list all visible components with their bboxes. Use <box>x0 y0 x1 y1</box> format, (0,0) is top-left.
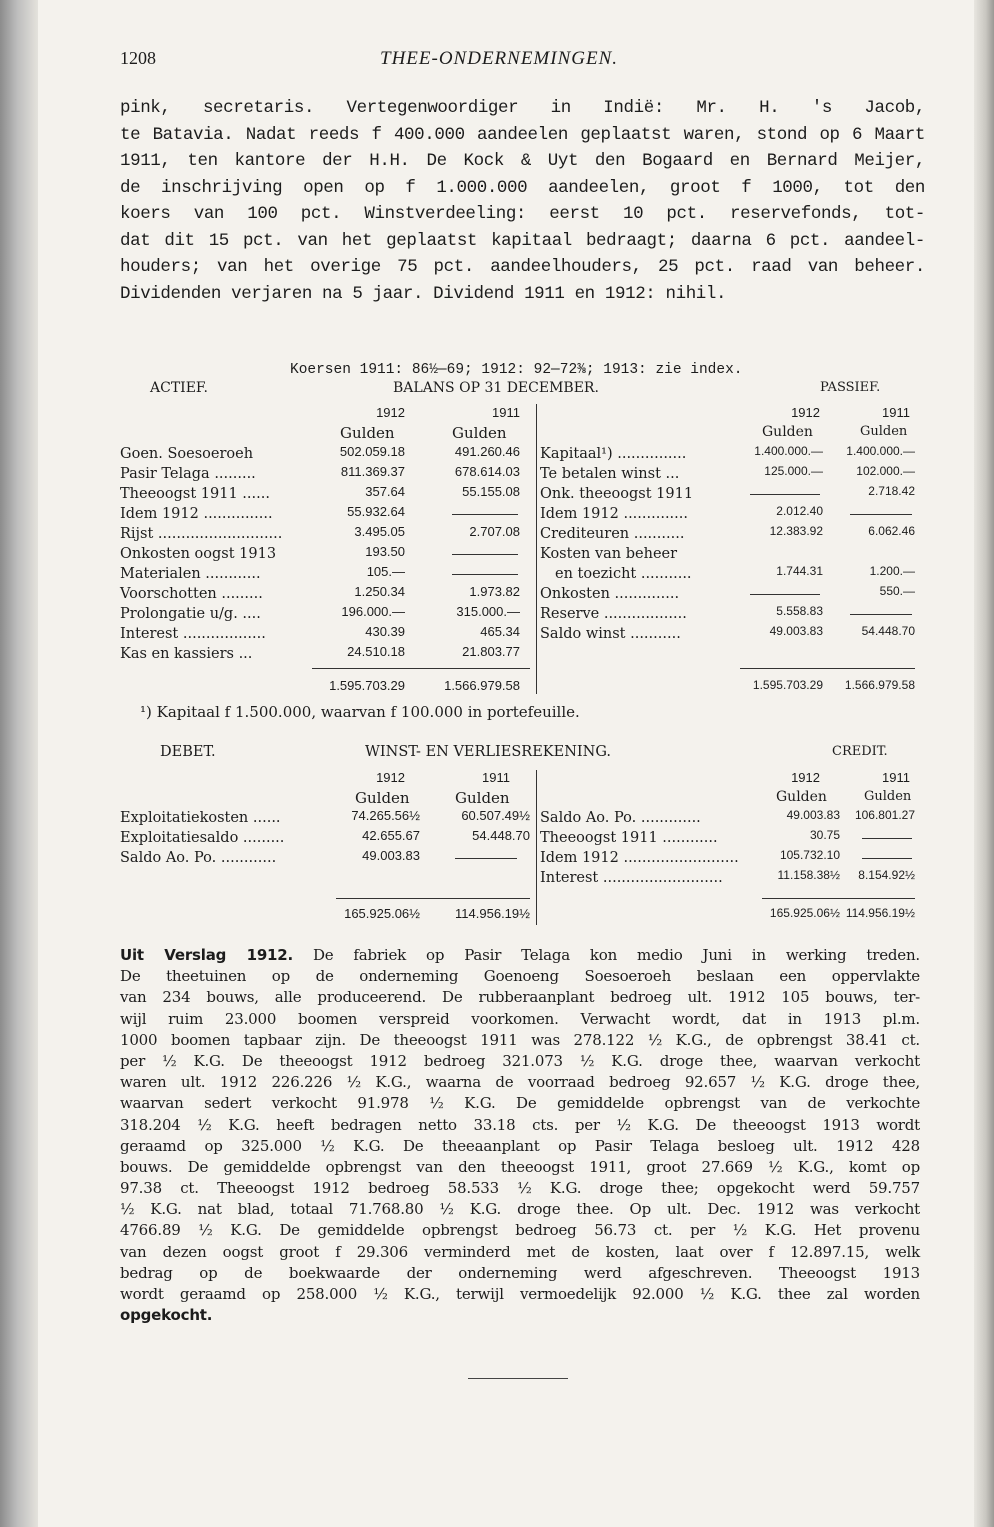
report-line: van dezen oogst groot f 29.306 verminderd met de kosten, laat over f 12.897.15, welk <box>120 1242 920 1261</box>
actief-value-1912: 3.495.05 <box>354 524 405 539</box>
actief-value-1912: 55.932.64 <box>347 504 405 519</box>
intro-line: te Batavia. Nadat reeds f 400.000 aandeelen geplaatst waren, stond op 6 Maart <box>120 124 925 145</box>
empty-cell-dash <box>452 554 518 555</box>
actief-value-1911: 1.973.82 <box>469 584 520 599</box>
report-heading: Uit Verslag 1912. <box>120 946 294 964</box>
debet-value-1911: 54.448.70 <box>472 828 530 843</box>
end-rule <box>468 1378 568 1379</box>
unit-header: Gulden <box>776 789 827 805</box>
actief-value-1912: 502.059.18 <box>339 444 405 459</box>
passief-value-1912: 2.012.40 <box>776 504 823 518</box>
passief-value-1912: 1.400.000.— <box>754 444 823 458</box>
page-number: 1208 <box>120 48 156 68</box>
balance-sheet-title: BALANS OP 31 DECEMBER. <box>393 380 599 396</box>
credit-total-1912: 165.925.06½ <box>769 906 840 920</box>
actief-value-1912: 811.369.37 <box>340 464 405 479</box>
actief-label: Rijst ........................... <box>120 526 283 542</box>
passief-value-1912: 49.003.83 <box>769 624 823 638</box>
debet-value-1911: 60.507.49½ <box>461 808 530 823</box>
empty-cell-dash <box>862 858 912 859</box>
empty-cell-dash <box>455 858 517 859</box>
total-rule <box>740 668 915 669</box>
intro-line: houders; van het overige 75 pct. aandeelhouders, 25 pct. raad van beheer. <box>120 257 925 277</box>
passief-value-1912: 5.558.83 <box>776 604 823 618</box>
passief-label: Onkosten .............. <box>540 586 680 602</box>
report-line: 1000 boomen tapbaar zijn. De theeoogst 1911 was 278.122 ½ K.G., de opbrengst 38.41 ct. <box>120 1030 920 1049</box>
passief-value-1911: 102.000.— <box>856 464 915 478</box>
report-line: geraamd op 325.000 ½ K.G. De theeaanplant op Pasir Telaga besloeg ult. 1912 428 <box>120 1136 920 1155</box>
actief-label: Pasir Telaga ......... <box>120 466 256 482</box>
actief-value-1912: 1.250.34 <box>354 584 405 599</box>
passief-value-1911: 54.448.70 <box>861 624 915 638</box>
passief-value-1911: 6.062.46 <box>868 524 915 538</box>
year-header: 1911 <box>482 770 510 785</box>
debet-heading: DEBET. <box>160 744 216 760</box>
passief-value-1911: 550.— <box>879 584 915 598</box>
intro-line: 1911, ten kantore der H.H. De Kock & Uyt den Bogaard en Bernard Meijer, <box>120 151 925 171</box>
credit-value-1911: 8.154.92½ <box>858 868 915 882</box>
actief-value-1912: 105.— <box>366 564 405 579</box>
credit-value-1912: 105.732.10 <box>779 848 840 862</box>
passief-label: Onk. theeoogst 1911 <box>540 486 694 502</box>
report-line: opgekocht. <box>120 1306 213 1325</box>
empty-cell-dash <box>750 594 820 595</box>
report-line: wordt geraamd op 258.000 ½ K.G., terwijl vermoedelijk 92.000 ½ K.G. thee zal worden <box>120 1285 920 1303</box>
credit-value-1912: 11.158.38½ <box>777 868 840 882</box>
actief-value-1912: 193.50 <box>365 544 405 559</box>
year-header: 1911 <box>882 405 910 420</box>
empty-cell-dash <box>850 514 912 515</box>
credit-value-1912: 49.003.83 <box>786 808 840 822</box>
year-header: 1911 <box>882 770 910 785</box>
year-header: 1911 <box>492 405 520 420</box>
passief-label: Reserve .................. <box>540 606 687 622</box>
actief-label: Prolongatie u/g. .... <box>120 606 261 622</box>
unit-header: Gulden <box>340 424 395 442</box>
koersen-line: Koersen 1911: 86½—69; 1912: 92—72⅜; 1913: zie index. <box>290 362 743 378</box>
report-line: bedrag op de boekwaarde der onderneming werd afgeschreven. Theeoogst 1913 <box>120 1263 920 1282</box>
report-line: waren ult. 1912 226.226 ½ K.G., waarna de voorraad bedroeg 92.657 ½ K.G. droge thee, <box>120 1073 920 1092</box>
debet-label: Exploitatiesaldo ......... <box>120 830 285 846</box>
report-line: per ½ K.G. De theeoogst 1912 bedroeg 321.073 ½ K.G. droge thee, waarvan verkocht <box>120 1051 920 1070</box>
empty-cell-dash <box>452 514 518 515</box>
total-rule <box>762 898 915 899</box>
actief-heading: ACTIEF. <box>150 380 208 396</box>
unit-header: Gulden <box>864 789 912 804</box>
report-line: bouws. De gemiddelde opbrengst van den theeoogst 1911, groot 27.669 ½ K.G., komt op <box>120 1157 920 1176</box>
intro-line: Dividenden verjaren na 5 jaar. Dividend 1911 en 1912: nihil. <box>120 283 727 304</box>
debet-total-1912: 165.925.06½ <box>344 906 420 921</box>
credit-heading: CREDIT. <box>832 744 888 759</box>
passief-label: Crediteuren ........... <box>540 526 685 542</box>
actief-value-1912: 24.510.18 <box>347 644 405 659</box>
year-header: 1912 <box>376 405 405 420</box>
unit-header: Gulden <box>452 424 507 442</box>
actief-label: Onkosten oogst 1913 <box>120 546 277 562</box>
debet-value-1912: 42.655.67 <box>362 828 420 843</box>
passief-label: Kosten van beheer <box>540 546 678 562</box>
actief-value-1912: 430.39 <box>365 624 405 639</box>
column-divider <box>536 770 537 925</box>
actief-value-1911: 315.000.— <box>456 604 520 619</box>
report-line-text: De fabriek op Pasir Telaga kon medio Juni in werking treden. <box>312 946 920 964</box>
total-rule <box>312 668 530 669</box>
annual-report-excerpt <box>120 945 920 1326</box>
year-header: 1912 <box>376 770 405 785</box>
intro-line: dat dit 15 pct. van het geplaatst kapitaal bedraagt; daarna 6 pct. aandeel- <box>120 230 925 251</box>
actief-total-1912: 1.595.703.29 <box>329 678 405 693</box>
passief-heading: PASSIEF. <box>820 380 881 395</box>
passief-label: Idem 1912 .............. <box>540 506 688 522</box>
actief-label: Idem 1912 ............... <box>120 506 273 522</box>
page-edge-shadow <box>974 0 994 1527</box>
credit-label: Theeoogst 1911 ............ <box>540 830 718 846</box>
passief-total-1912: 1.595.703.29 <box>752 678 823 692</box>
report-line: 318.204 ½ K.G. heeft bedragen netto 33.18 cts. per ½ K.G. De theeoogst 1913 wordt <box>120 1115 920 1134</box>
report-line: ½ K.G. nat blad, totaal 71.768.80 ½ K.G. droge thee. Op ult. Dec. 1912 was verkocht <box>120 1200 920 1219</box>
actief-value-1911: 465.34 <box>480 624 520 639</box>
unit-header: Gulden <box>455 789 510 807</box>
page-binding-shadow <box>0 0 38 1527</box>
report-line: waarvan sedert verkocht 91.978 ½ K.G. De gemiddelde opbrengst van de verkochte <box>120 1094 920 1113</box>
passief-label: Saldo winst ........... <box>540 626 681 642</box>
credit-label: Saldo Ao. Po. ............. <box>540 810 701 826</box>
intro-line: de inschrijving open op f 1.000.000 aandeelen, groot f 1000, tot den <box>120 177 925 198</box>
credit-total-1911: 114.956.19½ <box>845 906 915 920</box>
actief-label: Materialen ............ <box>120 566 261 582</box>
passief-label: Te betalen winst ... <box>540 466 680 482</box>
passief-value-1912: 12.383.92 <box>769 524 823 538</box>
actief-value-1911: 2.707.08 <box>469 524 520 539</box>
actief-value-1911: 55.155.08 <box>462 484 520 499</box>
actief-value-1912: 196.000.— <box>341 604 405 619</box>
debet-value-1912: 49.003.83 <box>362 848 420 863</box>
empty-cell-dash <box>850 614 912 615</box>
debet-total-1911: 114.956.19½ <box>455 906 530 921</box>
debet-label: Exploitatiekosten ...... <box>120 810 281 826</box>
empty-cell-dash <box>452 574 518 575</box>
actief-label: Goen. Soesoeroeh <box>120 446 254 462</box>
passief-value-1911: 1.200.— <box>869 564 915 578</box>
passief-total-1911: 1.566.979.58 <box>844 678 915 692</box>
actief-value-1911: 491.260.46 <box>454 444 520 459</box>
report-line <box>120 945 920 966</box>
debet-value-1912: 74.265.56½ <box>351 808 420 823</box>
unit-header: Gulden <box>860 424 908 439</box>
report-line: van 234 bouws, alle produceerend. De rubberaanplant bedroeg ult. 1912 105 bouws, ter- <box>120 988 920 1007</box>
credit-value-1912: 30.75 <box>809 828 840 842</box>
credit-label: Idem 1912 ......................... <box>540 850 739 866</box>
intro-line: koers van 100 pct. Winstverdeeling: eerst 10 pct. reservefonds, tot- <box>120 204 925 224</box>
report-line: De theetuinen op de onderneming Goenoeng Soesoeroeh beslaan een oppervlakte <box>120 967 920 986</box>
actief-label: Interest .................. <box>120 626 266 642</box>
empty-cell-dash <box>862 838 912 839</box>
passief-label: Kapitaal¹) ............... <box>540 446 687 462</box>
passief-value-1912: 1.744.31 <box>776 564 823 578</box>
column-divider <box>536 404 537 694</box>
passief-label: en toezicht ........... <box>555 566 692 582</box>
actief-total-1911: 1.566.979.58 <box>444 678 520 693</box>
actief-value-1911: 678.614.03 <box>454 464 520 479</box>
passief-value-1911: 2.718.42 <box>868 484 915 498</box>
report-line: 4766.89 ½ K.G. De gemiddelde opbrengst bedroeg 56.73 ct. per ½ K.G. Het provenu <box>120 1221 920 1240</box>
year-header: 1912 <box>791 405 820 420</box>
credit-value-1911: 106.801.27 <box>854 808 915 822</box>
report-line: 97.38 ct. Theeoogst 1912 bedroeg 58.533 ½ K.G. droge thee; opgekocht werd 59.757 <box>120 1179 920 1198</box>
passief-value-1911: 1.400.000.— <box>846 444 915 458</box>
actief-label: Voorschotten ......... <box>120 586 263 602</box>
unit-header: Gulden <box>355 789 410 807</box>
passief-value-1912: 125.000.— <box>764 464 823 478</box>
running-title: THEE-ONDERNEMINGEN. <box>380 48 619 69</box>
actief-label: Kas en kassiers ... <box>120 646 253 662</box>
intro-line: pink, secretaris. Vertegenwoordiger in Indië: Mr. H. 's Jacob, <box>120 98 925 118</box>
year-header: 1912 <box>791 770 820 785</box>
unit-header: Gulden <box>762 424 813 440</box>
report-line: wijl ruim 23.000 boomen verspreid voorkomen. Verwacht wordt, dat in 1913 pl.m. <box>120 1009 920 1028</box>
actief-label: Theeoogst 1911 ...... <box>120 486 270 502</box>
balance-footnote: ¹) Kapitaal f 1.500.000, waarvan f 100.000 in portefeuille. <box>140 703 580 721</box>
credit-label: Interest .......................... <box>540 870 723 886</box>
actief-value-1912: 357.64 <box>365 484 405 499</box>
empty-cell-dash <box>750 494 820 495</box>
actief-value-1911: 21.803.77 <box>462 644 520 659</box>
total-rule <box>336 898 530 899</box>
debet-label: Saldo Ao. Po. ............ <box>120 850 277 866</box>
intro-paragraph <box>120 95 925 307</box>
profit-loss-title: WINST- EN VERLIESREKENING. <box>365 744 611 760</box>
